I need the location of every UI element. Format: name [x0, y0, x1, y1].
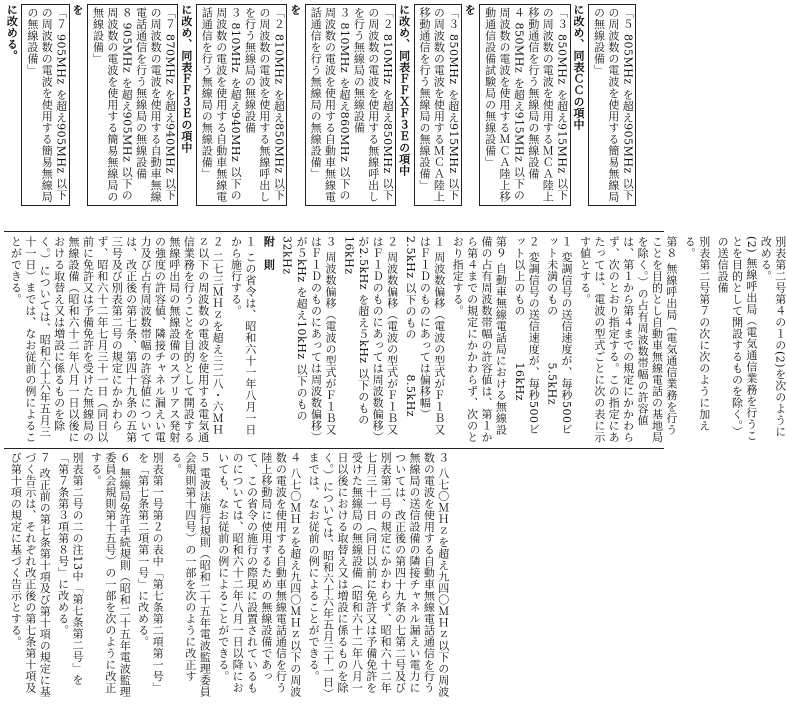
paragraph: ７ 改正前の第七条第十項及び第十項の規定に基づく告示は、それぞれ改正後の第七条第十項及び第十項の規定に基づく告示とする。 [9, 452, 52, 698]
joiner-text: に改める。 [5, 4, 19, 62]
paragraph: ２ 変調信号の送信速度が、毎秒500ビット以上のもの 16kHz [512, 236, 541, 435]
quoted-provision-1 [588, 4, 636, 206]
amendment-table-section [4, 4, 664, 228]
quoted-provision-7 [21, 4, 69, 206]
supplementary-provisions-section [4, 452, 664, 703]
section-divider [4, 231, 664, 232]
quoted-provision-4 [305, 4, 396, 206]
paragraph: 別表第二号の二の注13中「第七条第二号」を「第７条第３項第８号」に改める。 [56, 452, 85, 686]
paragraph: １ この省令は、昭和六十一年八月一日から施行する。 [229, 236, 257, 436]
provision-text: 「３ 850MHz を超え915MHz 以下の周波数の電波を使用するＭＣＡ陸上移動通信を行う無線局の無線設備」 [417, 7, 460, 203]
section-divider [4, 448, 664, 449]
joiner-text: に改め、同表ＦＦＸＦ３Ｅの項中 [397, 4, 411, 177]
provision-text: 「７ 870MHz を超え940MHz 以下の周波数の電波を使用する自動車無線電話通信を行う無線局の無線設備 ８ 905MHz を超え905MHz 以下の周波数の電波を使用する簡易無線局の無線設備」 [91, 7, 177, 203]
quoted-provision-2 [479, 4, 570, 206]
paragraph: ４ 八七〇ＭＨｚを超え九四〇ＭＨｚ以下の周波数の電波を使用する自動車無線電話通信を行う陸上移動局に使用するための無線設備であって、この省令の施行の際現に設置されているものについては、昭和六十二年八月一日以降においても、なお従前の例によることができる。 [216, 452, 302, 698]
paragraph: ２ 周波数偏移（電波の型式がＦ１Ｂ又はＦ１Ｄのものにあっては周波数偏移）が2.5kHz を超え５kHz 以下のもの 16kHz [342, 236, 399, 460]
paragraph: １ 変調信号の送信速度が、毎秒500ビット未満のもの 5.5kHz [545, 236, 574, 435]
provision-text: 「５ 805MHz を超え905MHz 以下の周波数の電波を使用する簡易無線局の無線設備」 [592, 7, 635, 203]
joiner-text: に改め、同表ＦＦ３Ｅの項中 [179, 4, 193, 154]
supplementary-provisions-heading: 附 則 [262, 236, 276, 271]
paragraph: ６ 無線局免許手続規則（昭和二十五年電波監理委員会規則第十五号）の一部を次のように改正する。 [89, 452, 132, 698]
quoted-provision-3 [414, 4, 462, 206]
paragraph: ５ 電波法施行規則（昭和二十五年電波監理委員会規則第十四号）の一部を次のように改正する。 [169, 452, 212, 698]
supplementary-text-column [4, 452, 450, 703]
paragraph: １ 周波数偏移（電波の型式がＦ１Ｂ又はＦ１Ｄのものにあっては偏移幅） 2.5kHz 以下のもの 8.5kHz [403, 236, 446, 449]
paragraph: 別表第二号第７の次に次のように加える。 [683, 236, 711, 432]
joiner-text: に改め、同表ＣＣの項中 [572, 4, 586, 131]
joiner-text: を [288, 4, 302, 16]
amendment-text-column [4, 4, 636, 228]
provision-text: 「７ 905MHz を超え905MHz 以下の周波数の電波を使用する簡易無線局の無線設備」 [25, 7, 68, 203]
paragraph: ３ 周波数偏移（電波の型式がＦ１Ｂ又はＦ１Ｄのものにあっては周波数偏移）が５kHz を超え10kHz 以下のもの 32kHz [280, 236, 337, 456]
quoted-provision-5 [196, 4, 287, 206]
joiner-text: を [463, 4, 477, 16]
appendix-amendment-section [4, 236, 787, 460]
paragraph: 別表第二号第４の１の(2)を次のように改める。 (2) 無線呼出局（電気通信業務を行うことを目的として開設するものを除く。）の送信設備 [716, 236, 787, 442]
provision-text: 「３ 850MHz を超え915MHz 以下の周波数の電波を使用するＭＣＡ陸上移動通信を行う無線局の無線設備 ４ 850MHz を超え915MHz 以下の周波数の電波を使用するＭＣＡ陸上移動通信設備試験局の無線設備」 [483, 7, 569, 203]
provision-text: 「２ 810MHz を超え850MHz 以下の周波数の電波を使用する無線呼出しを行う無線局の無線設備 ３ 810MHz を超え940MHz 以下の周波数の電波を使用する自動車無線電話通信を行う無線局の無線設備」 [200, 7, 286, 203]
paragraph: 第８ 無線呼出局（電気通信業務を行うことを目的とし自動車無線電話の基地局を除く。）の占有周波数帯幅の許容値は、第１から第４までの規定にかかわらず、次のとおり指定する。この指定にあたっては、電波の型式ごとに次の表に示す値とする。 [578, 236, 678, 443]
paragraph: 第９ 自動車無線電話局における無線設備の占有周波数帯幅の許容値は、第１から第４までの規定にかかわらず、次のとおり指定する。 [451, 236, 508, 443]
appendix-text-column [4, 236, 787, 460]
joiner-text: を [71, 4, 85, 16]
paragraph: 別表第一号第２の表中「第七条第二項第一号」を「第七条第二項第一号」に改める。 [136, 452, 165, 694]
provision-text: 「２ 810MHz を超え850MHz 以下の周波数の電波を使用する無線呼出しを行う無線局の無線設備 ３ 810MHz を超え860MHz 以下の周波数の電波を使用する自動車無線電話通信を行う無線局の無線設備」 [309, 7, 395, 203]
quoted-provision-6 [87, 4, 178, 206]
paragraph: ２ 二七三ＭＨｚを超え三二八・六ＭＨｚ以下の周波数の電波を使用する電気通信業務を行うことを目的として開設する無線呼出局の無線設備のスプリアス発射の強度の許容値、隣接チャネル漏えい電力及び占有周波数帯幅の許容値については、改正後の第七条、第四十九条の五第三号及び別表第二号の規定にかかわらず、昭和六十二年七月三十一日（同日以前に免許又は予備免許を受けた無線局の無線設備（昭和六十二年八月一日以後における取替え又は増設に係るものを除く。）については、昭和六十六年五月三十一日）までは、なお従前の例によることができる。 [9, 236, 225, 443]
paragraph: ３ 八七〇ＭＨｚを超え九四〇ＭＨｚ以下の周波数の電波を使用する自動車無線電話通信を行う無線局の送信設備の隣接チャネル漏えい電力については、改正後の第四十九条の七第二号及び別表第二号の規定にかかわらず、昭和六十二年七月三十一日（同日以前に免許又は予備免許を受けた無線局の無線設備（昭和六十二年八月一日以後における取替え又は増設に係るものを除く。）については、昭和六十六年五月三十一日）までは、なお従前の例によることができる。 [307, 452, 450, 700]
